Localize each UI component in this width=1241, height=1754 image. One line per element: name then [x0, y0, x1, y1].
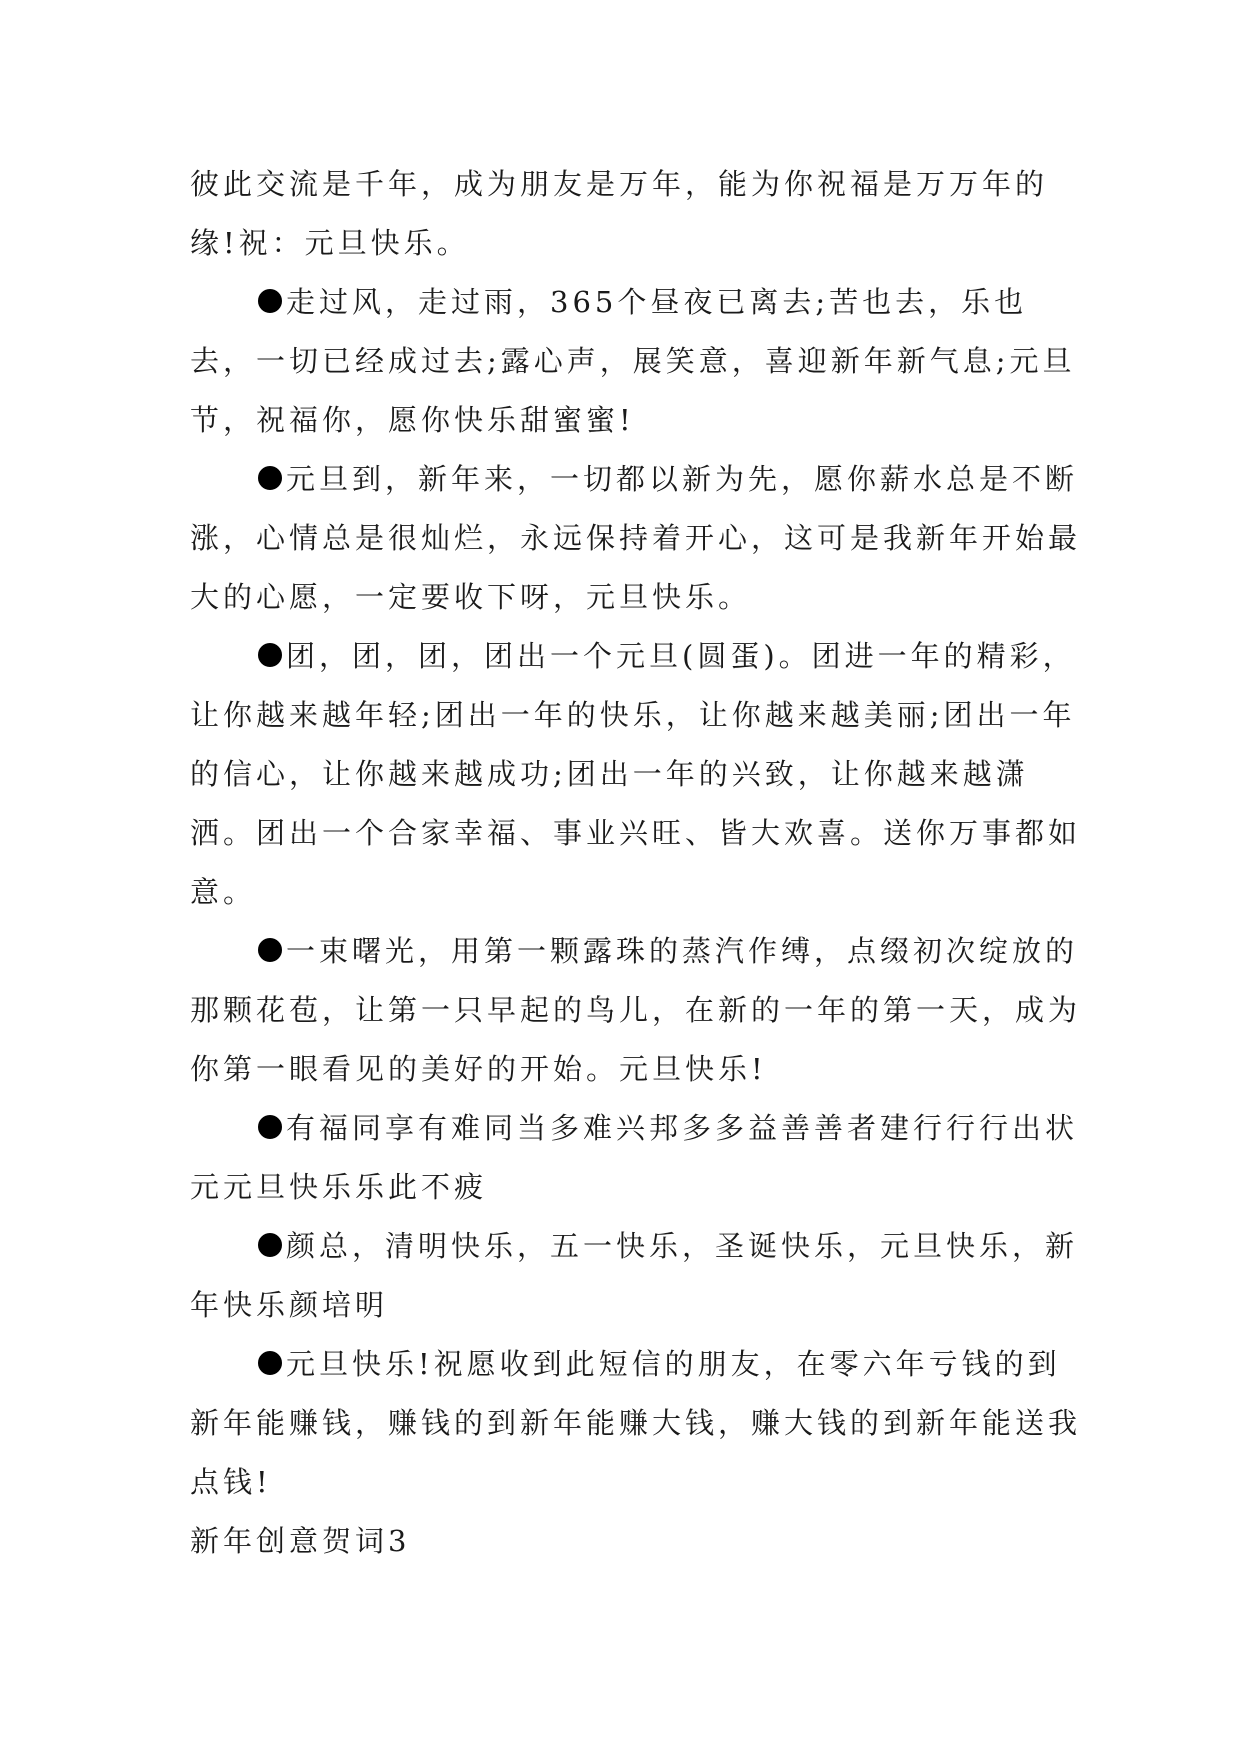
document-body [190, 155, 1090, 1571]
bullet-dot-icon [258, 289, 282, 313]
bullet-paragraph-1 [190, 273, 1090, 450]
bullet-text: 元旦快乐!祝愿收到此短信的朋友，在零六年亏钱的到新年能赚钱，赚钱的到新年能赚大钱，赚大钱的到新年能送我点钱! [190, 1347, 1082, 1499]
bullet-text: 颜总，清明快乐，五一快乐，圣诞快乐，元旦快乐，新年快乐颜培明 [190, 1229, 1079, 1322]
bullet-text: 团，团，团，团出一个元旦(圆蛋)。团进一年的精彩，让你越来越年轻;团出一年的快乐，让你越来越美丽;团出一年的信心，让你越来越成功;团出一年的兴致，让你越来越潇洒。团出一个合家幸福、事业兴旺、皆大欢喜。送你万事都如意。 [190, 639, 1082, 909]
section-heading: 新年创意贺词3 [190, 1524, 411, 1558]
bullet-text: 元旦到，新年来，一切都以新为先，愿你薪水总是不断涨，心情总是很灿烂，永远保持着开心，这可是我新年开始最大的心愿，一定要收下呀，元旦快乐。 [190, 462, 1082, 614]
bullet-dot-icon [258, 938, 282, 962]
bullet-text: 一束曙光，用第一颗露珠的蒸汽作缚，点缀初次绽放的那颗花苞，让第一只早起的鸟儿，在新的一年的第一天，成为你第一眼看见的美好的开始。元旦快乐! [190, 934, 1082, 1086]
bullet-paragraph-6 [190, 1217, 1090, 1335]
bullet-paragraph-5 [190, 1099, 1090, 1217]
intro-paragraph: 彼此交流是千年，成为朋友是万年，能为你祝福是万万年的缘!祝：元旦快乐。 [190, 167, 1049, 260]
bullet-text: 有福同享有难同当多难兴邦多多益善善者建行行行出状元元旦快乐乐此不疲 [190, 1111, 1079, 1204]
bullet-dot-icon [258, 466, 282, 490]
bullet-paragraph-2 [190, 450, 1090, 627]
bullet-paragraph-3 [190, 627, 1090, 922]
bullet-paragraph-4 [190, 922, 1090, 1099]
bullet-dot-icon [258, 1115, 282, 1139]
bullet-dot-icon [258, 1351, 282, 1375]
bullet-paragraph-7 [190, 1335, 1090, 1512]
bullet-dot-icon [258, 1233, 282, 1257]
bullet-text: 走过风，走过雨，365个昼夜已离去;苦也去，乐也去，一切已经成过去;露心声，展笑意，喜迎新年新气息;元旦节，祝福你，愿你快乐甜蜜蜜! [190, 285, 1076, 437]
bullet-dot-icon [258, 643, 282, 667]
